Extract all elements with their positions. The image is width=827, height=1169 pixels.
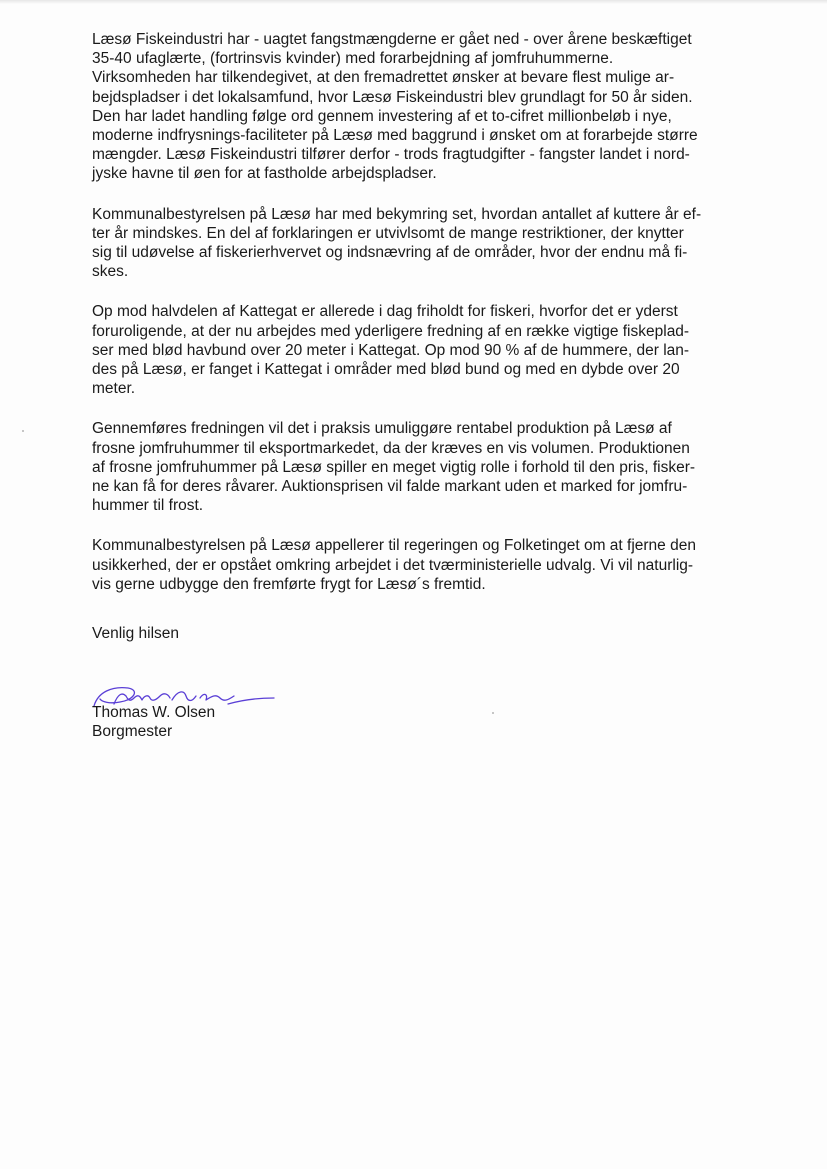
text-line: Gennemføres fredningen vil det i praksis umuliggøre rentabel produktion på Læsø af	[92, 420, 672, 438]
text-line: hummer til frost.	[92, 497, 204, 515]
text-line: Kommunalbestyrelsen på Læsø har med bekymring set, hvordan antallet af kuttere år ef-	[92, 205, 702, 223]
text-line: Læsø Fiskeindustri har - uagtet fangstmængderne er gået ned - over årene beskæftiget	[92, 31, 692, 48]
text-line: vis gerne udbygge den fremførte frygt for Læsø´s fremtid.	[92, 575, 486, 593]
text-line: skes.	[92, 263, 129, 281]
text-line: af frosne jomfruhummer på Læsø spiller en meget vigtig rolle i forhold til den pris, fisker-	[92, 458, 696, 476]
text-line: ser med blød havbund over 20 meter i Kattegat. Op mod 90 % af de hummere, der lan-	[92, 341, 690, 359]
closing-greeting: Venlig hilsen	[92, 625, 180, 642]
scan-speck	[22, 430, 24, 432]
signer-title: Borgmester	[92, 723, 173, 741]
text-line: Op mod halvdelen af Kattegat er allerede i dag friholdt for fiskeri, hvorfor det er yderst	[92, 303, 678, 321]
text-line: Den har ladet handling følge ord gennem investering af et to-cifret millionbeløb i nye,	[92, 107, 672, 125]
text-line: usikkerhed, der er opstået omkring arbejdet i det tværministerielle udvalg. Vi vil naturlig-	[92, 556, 694, 574]
text-line: moderne indfrysnings-faciliteter på Læsø med baggrund i ønsket om at forarbejde større	[92, 127, 698, 145]
paragraph-fish-industry	[92, 30, 757, 184]
text-line: bejdspladser i det lokalsamfund, hvor Læsø Fiskeindustri blev grundlagt for 50 år siden.	[92, 88, 693, 106]
text-line: meter.	[92, 380, 136, 398]
text-line: 35-40 ufaglærte, (fortrinsvis kvinder) med forarbejdning af jomfruhummerne.	[92, 50, 614, 68]
text-line: ter år mindskes. En del af forklaringen er utvivlsomt de mange restriktioner, der knytter	[92, 224, 684, 242]
signer-name: Thomas W. Olsen	[92, 704, 216, 721]
text-line: ne kan få for deres råvarer. Auktionsprisen vil falde markant uden et marked for jomfru-	[92, 478, 688, 496]
scan-speck	[492, 712, 494, 714]
text-line: sig til udøvelse af fiskerierhvervet og indsnævring af de områder, hvor der endnu må fi-	[92, 244, 688, 262]
text-line: mængder. Læsø Fiskeindustri tilfører derfor - trods fragtudgifter - fangster landet i nord-	[92, 146, 690, 164]
text-line: jyske havne til øen for at fastholde arbejdspladser.	[92, 165, 437, 183]
text-line: Virksomheden har tilkendegivet, at den fremadrettet ønsker at bevare flest mulige ar-	[92, 69, 675, 87]
signer-block	[92, 703, 215, 742]
scan-edge-shadow	[0, 0, 827, 4]
paragraph-cutters	[92, 205, 757, 282]
text-line: frosne jomfruhummer til eksportmarkedet, da der kræves en vis volumen. Produktionen	[92, 439, 690, 457]
text-line: des på Læsø, er fanget i Kattegat i områder med blød bund og med en dybde over 20	[92, 361, 680, 379]
paragraph-kattegat	[92, 302, 757, 398]
paragraph-production	[92, 419, 757, 515]
letter-body	[92, 30, 757, 615]
text-line: foruroligende, at der nu arbejdes med yderligere fredning af en række vigtige fiskeplad-	[92, 322, 690, 340]
text-line: Kommunalbestyrelsen på Læsø appellerer til regeringen og Folketinget om at fjerne den	[92, 537, 696, 555]
paragraph-appeal	[92, 536, 757, 594]
